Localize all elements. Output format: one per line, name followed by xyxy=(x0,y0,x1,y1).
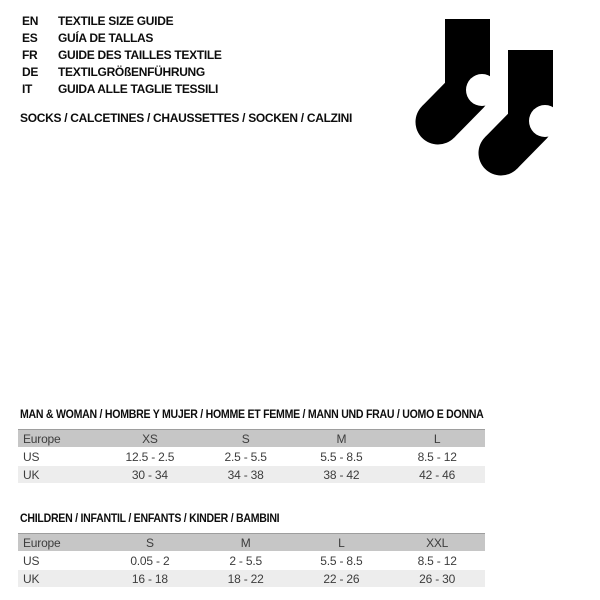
socks-icon xyxy=(400,0,580,186)
size-grid-adults xyxy=(18,429,485,483)
table-header-row xyxy=(18,533,485,551)
category-heading: SOCKS / CALCETINES / CHAUSSETTES / SOCKEN / CALZINI xyxy=(20,111,353,125)
table-row-uk xyxy=(18,466,485,483)
row-header-cell: UK xyxy=(23,571,40,586)
language-list xyxy=(22,13,222,98)
language-label: GUÍA DE TALLAS xyxy=(58,31,154,45)
column-header-europe: Europe xyxy=(23,431,61,446)
size-grid-children xyxy=(18,533,485,587)
table-cell: 8.5 - 12 xyxy=(417,449,457,464)
table-cell: 5.5 - 8.5 xyxy=(320,553,363,568)
table-cell: 34 - 38 xyxy=(227,467,264,482)
table-cell: 30 - 34 xyxy=(131,467,168,482)
language-label: TEXTILE SIZE GUIDE xyxy=(58,14,174,28)
column-header-size: XS xyxy=(142,431,158,446)
table-row-uk xyxy=(18,570,485,587)
column-header-size: M xyxy=(336,431,347,446)
language-code: IT xyxy=(22,82,33,96)
column-header-size: S xyxy=(145,535,154,550)
table-header-row xyxy=(18,429,485,447)
table-cell: 22 - 26 xyxy=(323,571,360,586)
size-table-adults xyxy=(18,408,485,483)
row-header-cell: US xyxy=(23,553,40,568)
row-header-cell: UK xyxy=(23,467,40,482)
table-cell: 5.5 - 8.5 xyxy=(320,449,363,464)
column-header-size: XXL xyxy=(426,535,449,550)
table-cell: 18 - 22 xyxy=(227,571,264,586)
table-row-us xyxy=(18,448,485,465)
table-cell: 12.5 - 2.5 xyxy=(125,449,175,464)
row-header-cell: US xyxy=(23,449,40,464)
language-row-en xyxy=(22,13,222,30)
language-label: GUIDE DES TAILLES TEXTILE xyxy=(58,48,222,62)
column-header-size: L xyxy=(338,535,345,550)
table-cell: 26 - 30 xyxy=(419,571,456,586)
column-header-size: L xyxy=(433,431,441,446)
table-cell: 0.05 - 2 xyxy=(130,553,170,568)
language-label: TEXTILGRÖßENFÜHRUNG xyxy=(58,65,205,79)
table-row-us xyxy=(18,552,485,569)
language-code: EN xyxy=(22,14,39,28)
language-row-it xyxy=(22,81,222,98)
table-cell: 2 - 5.5 xyxy=(229,553,262,568)
language-code: ES xyxy=(22,31,38,45)
table-cell: 42 - 46 xyxy=(419,467,456,482)
column-header-size: M xyxy=(240,535,251,550)
table-title-adults: MAN & WOMAN / HOMBRE Y MUJER / HOMME ET FEMME / MANN UND FRAU / UOMO E DONNA xyxy=(20,407,484,421)
language-row-de xyxy=(22,64,222,81)
sock-left xyxy=(416,19,499,145)
table-cell: 16 - 18 xyxy=(131,571,168,586)
table-cell: 2.5 - 5.5 xyxy=(224,449,267,464)
language-code: DE xyxy=(22,65,39,79)
language-row-fr xyxy=(22,47,222,64)
language-row-es xyxy=(22,30,222,47)
table-cell: 8.5 - 12 xyxy=(417,553,457,568)
sock-right xyxy=(479,50,562,176)
language-code: FR xyxy=(22,48,38,62)
column-header-size: S xyxy=(241,431,250,446)
table-title-children: CHILDREN / INFANTIL / ENFANTS / KINDER / BAMBINI xyxy=(20,511,280,525)
size-table-children xyxy=(18,512,485,587)
column-header-europe: Europe xyxy=(23,535,61,550)
socks-icon-svg xyxy=(400,0,580,186)
language-label: GUIDA ALLE TAGLIE TESSILI xyxy=(58,82,219,96)
table-cell: 38 - 42 xyxy=(323,467,360,482)
